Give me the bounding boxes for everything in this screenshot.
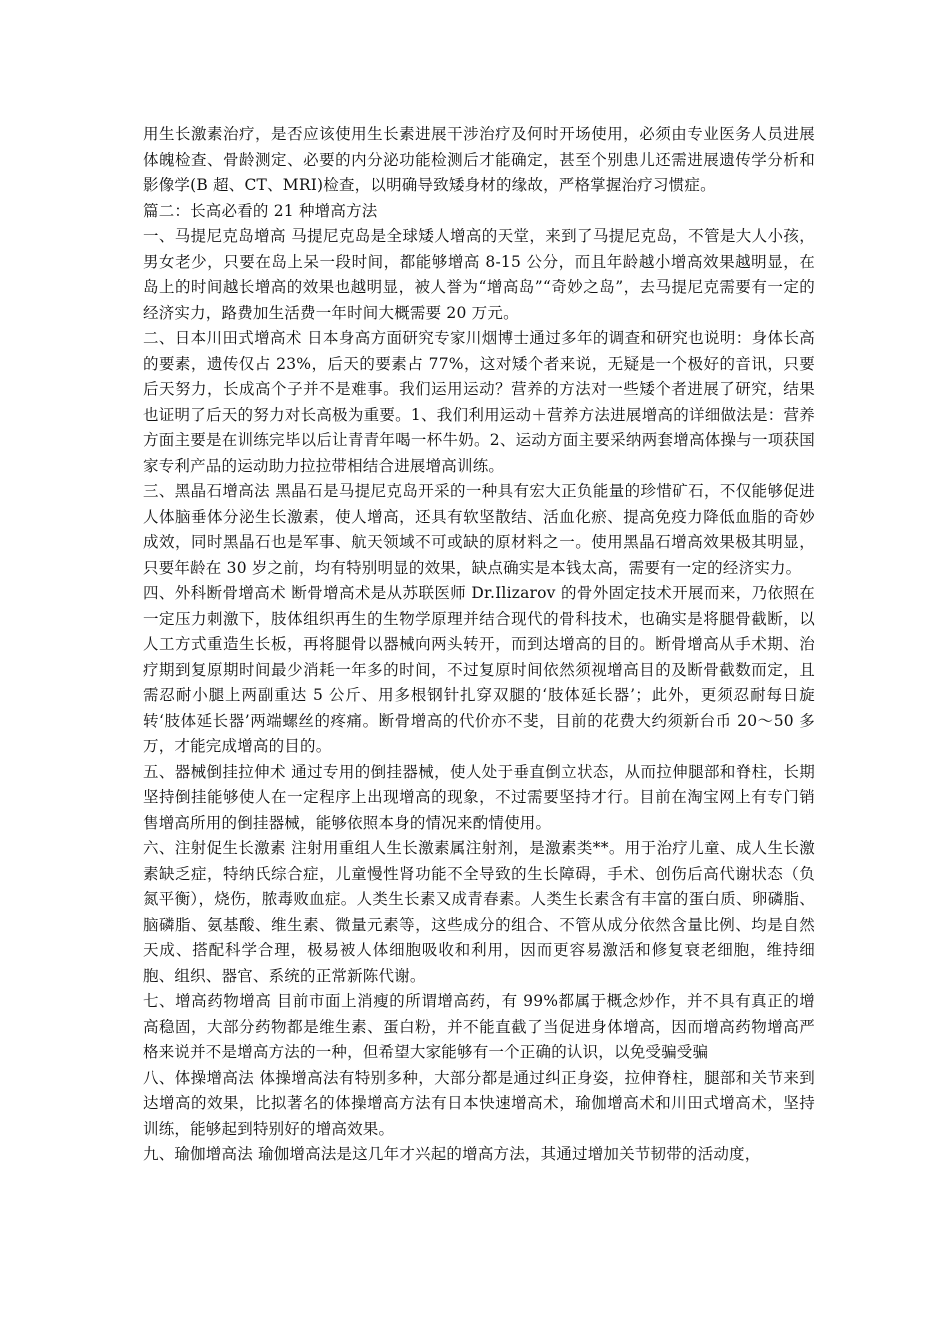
- list-item: 七、增高药物增高 目前市面上消瘦的所谓增高药，有 99%都属于概念炒作，并不具有真正的增高稳固，大部分药物都是维生素、蛋白粉，并不能直截了当促进身体增高，因而增高药物增高严格来说并不是增高方法的一种，但希望大家能够有一个正确的认识，以免受骗受骗: [143, 992, 815, 1061]
- list-item: 八、体操增高法 体操增高法有特别多种，大部分都是通过纠正身姿，拉伸脊柱，腿部和关节来到达增高的效果，比拟著名的体操增高方法有日本快速增高术，瑜伽增高术和川田式增高术，坚持训练，能够起到特别好的增高效果。: [143, 1068, 815, 1138]
- list-item: 六、注射促生长激素 注射用重组人生长激素属注射剂，是激素类**。用于治疗儿童、成人生长激素缺乏症，特纳氏综合症，儿童慢性肾功能不全导致的生长障碍，手术、创伤后高代谢状态（负氮平衡），烧伤，脓毒败血症。人类生长素又成青春素。人类生长素含有丰富的蛋白质、卵磷脂、脑磷脂、氨基酸、维生素、微量元素等，这些成分的组合、不管从成分依然含量比例、均是自然天成、搭配科学合理，极易被人体细胞吸收和利用，因而更容易激活和修复衰老细胞，维持细胞、组织、器官、系统的正常新陈代谢。: [143, 839, 815, 985]
- list-item: 四、外科断骨增高术 断骨增高术是从苏联医师 Dr.Ilizarov 的骨外固定技术开展而来，乃依照在一定压力刺激下，肢体组织再生的生物学原理并结合现代的骨科技术，也确实是将腿骨截断，以人工方式重造生长板，再将腿骨以器械向两头转开，而到达增高的目的。断骨增高从手术期、治疗期到复原期时间最少消耗一年多的时间，不过复原时间依然须视增高目的及断骨截数而定，且需忍耐小腿上两副重达 5 公斤、用多根钢针扎穿双腿的‘肢体延长器’；此外，更须忍耐每日旋转‘肢体延长器’两端螺丝的疼痛。断骨增高的代价亦不斐，目前的花费大约须新台币 20～50 多万，才能完成增高的目的。: [143, 584, 815, 755]
- list-item: 二、日本川田式增高术 日本身高方面研究专家川烟博士通过多年的调查和研究也说明：身体长高的要素，遗传仅占 23%，后天的要素占 77%，这对矮个者来说，无疑是一个极好的音讯，只要后天努力，长成高个子并不是难事。我们运用运动？营养的方法对一些矮个者进展了研究，结果也证明了后天的努力对长高极为重要。1、我们利用运动＋营养方法进展增高的详细做法是：营养方面主要是在训练完毕以后让青青年喝一杯牛奶。2、运动方面主要采纳两套增高体操与一项获国家专利产品的运动助力拉拉带相结合进展增高训练。: [143, 329, 815, 475]
- list-item: 五、器械倒挂拉伸术 通过专用的倒挂器械，使人处于垂直倒立状态，从而拉伸腿部和脊柱，长期坚持倒挂能够使人在一定程序上出现增高的现象，不过需要坚持才行。目前在淘宝网上有专门销售增高所用的倒挂器械，能够依照本身的情况来酌情使用。: [143, 762, 815, 832]
- intro-paragraph: 用生长激素治疗，是否应该使用生长素进展干涉治疗及何时开场使用，必须由专业医务人员进展体魄检查、骨龄测定、必要的内分泌功能检测后才能确定，甚至个别患儿还需进展遗传学分析和影像学(B 超、CT、MRI)检查，以明确导致矮身材的缘故，严格掌握治疗习惯症。: [143, 125, 815, 194]
- section-title: 篇二：长高必看的 21 种增高方法: [143, 201, 378, 220]
- list-item: 三、黑晶石增高法 黑晶石是马提尼克岛开采的一种具有宏大正负能量的珍惜矿石，不仅能够促进人体脑垂体分泌生长激素，使人增高，还具有软坚散结、活血化瘀、提高免疫力降低血脂的奇妙成效，同时黑晶石也是军事、航天领域不可或缺的原材料之一。使用黑晶石增高效果极其明显，只要年龄在 30 岁之前，均有特别明显的效果，缺点确实是本钱太高，需要有一定的经济实力。: [143, 482, 815, 577]
- list-item: 九、瑜伽增高法 瑜伽增高法是这几年才兴起的增高方法，其通过增加关节韧带的活动度，: [143, 1145, 761, 1163]
- document-body: [143, 122, 815, 1168]
- list-item: 一、马提尼克岛增高 马提尼克岛是全球矮人增高的天堂，来到了马提尼克岛，不管是大人小孩，男女老少，只要在岛上呆一段时间，都能够增高 8-15 公分，而且年龄越小增高效果越明显，在岛上的时间越长增高的效果也越明显，被人誉为“增高岛”“奇妙之岛”，去马提尼克需要有一定的经济实力，路费加生活费一年时间大概需要 20 万元。: [143, 227, 815, 322]
